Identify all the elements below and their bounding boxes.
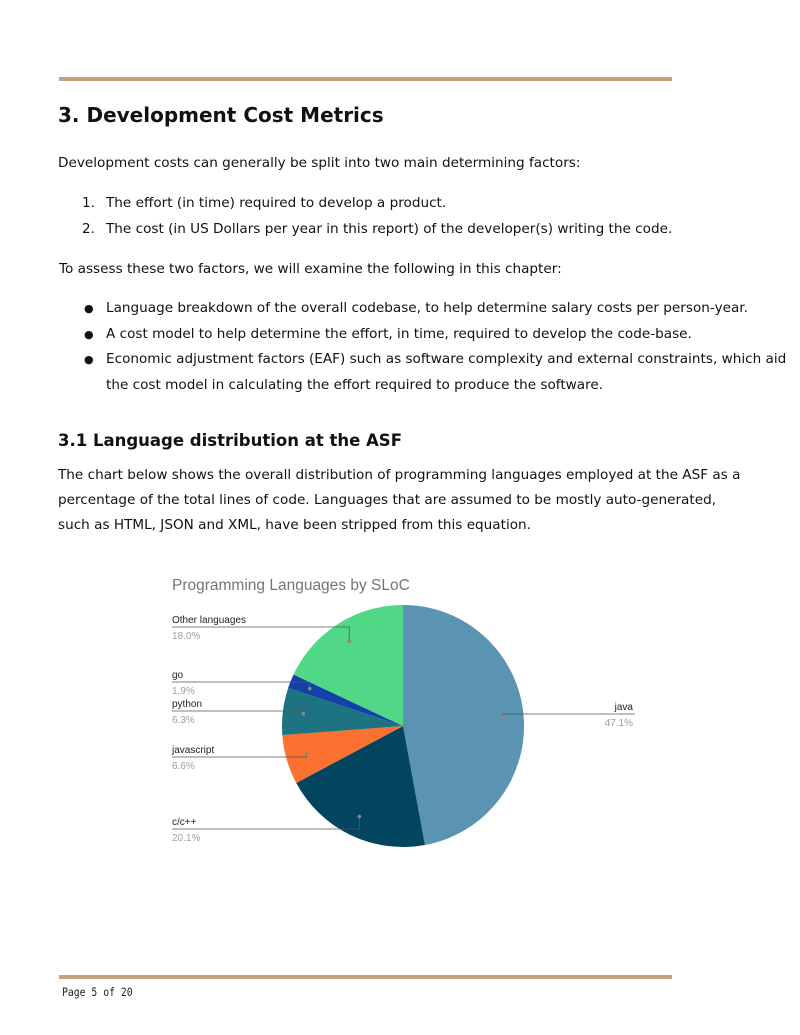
- slice-percentage: 6.3%: [172, 715, 195, 726]
- list-number: 2.: [82, 220, 95, 237]
- pie-slices: [282, 605, 524, 847]
- pie-slice: [403, 605, 524, 845]
- footer-rule: [59, 975, 672, 979]
- bullet-icon: ●: [84, 353, 94, 366]
- subsection-heading: 3.1 Language distribution at the ASF: [58, 431, 402, 450]
- topic-item: [58, 347, 794, 398]
- factor-item: [58, 217, 794, 243]
- slice-percentage: 18.0%: [172, 631, 201, 642]
- factor-item: [58, 191, 794, 217]
- chart-description: The chart below shows the overall distribution of programming languages employed at the ASF as a percentage of the total lines of code. Languages that are assumed to be mostly auto-generated, such as HTML, JSON and XML, have been stripped from this equation.: [58, 467, 741, 533]
- factors-list: [58, 191, 794, 242]
- slice-label: python: [172, 699, 203, 710]
- label-anchor-dot: [302, 712, 306, 716]
- label-anchor-dot: [305, 752, 309, 756]
- topics-list: [58, 296, 794, 398]
- assess-paragraph: To assess these two factors, we will examine the following in this chapter:: [59, 261, 562, 277]
- slice-label: Other languages: [172, 615, 246, 626]
- page-number: Page 5 of 20: [62, 985, 133, 999]
- language-pie-chart: [160, 568, 680, 868]
- slice-label: java: [614, 702, 633, 713]
- list-number: 1.: [82, 195, 95, 211]
- label-anchor-dot: [358, 815, 362, 819]
- slice-label: javascript: [172, 745, 215, 756]
- label-anchor-dot: [308, 687, 312, 691]
- bullet-icon: ●: [84, 302, 94, 315]
- slice-label: c/c++: [172, 817, 197, 828]
- label-anchor-dot: [347, 639, 351, 643]
- topic-text: Economic adjustment factors (EAF) such as software complexity and external constraints, which aid the cost model in calculating the effort required to produce the software.: [106, 351, 787, 393]
- slice-percentage: 1.9%: [172, 686, 195, 697]
- topic-item: [58, 322, 794, 348]
- factor-text: The cost (in US Dollars per year in this report) of the developer(s) writing the code.: [106, 220, 673, 237]
- topic-item: [58, 296, 794, 322]
- intro-paragraph: Development costs can generally be split into two main determining factors:: [58, 155, 581, 171]
- header-rule: [59, 77, 672, 81]
- bullet-icon: ●: [84, 327, 94, 341]
- label-anchor-dot: [501, 715, 505, 719]
- factor-text: The effort (in time) required to develop a product.: [106, 195, 447, 211]
- topic-text: Language breakdown of the overall codebase, to help determine salary costs per person-year.: [106, 300, 748, 316]
- slice-percentage: 6.6%: [172, 761, 195, 772]
- slice-percentage: 47.1%: [604, 718, 633, 729]
- slice-label: go: [172, 670, 184, 681]
- slice-percentage: 20.1%: [172, 833, 201, 844]
- chart-title: Programming Languages by SLoC: [172, 577, 410, 594]
- topic-text: A cost model to help determine the effort, in time, required to develop the code-base.: [106, 325, 692, 342]
- section-heading: 3. Development Cost Metrics: [58, 103, 384, 127]
